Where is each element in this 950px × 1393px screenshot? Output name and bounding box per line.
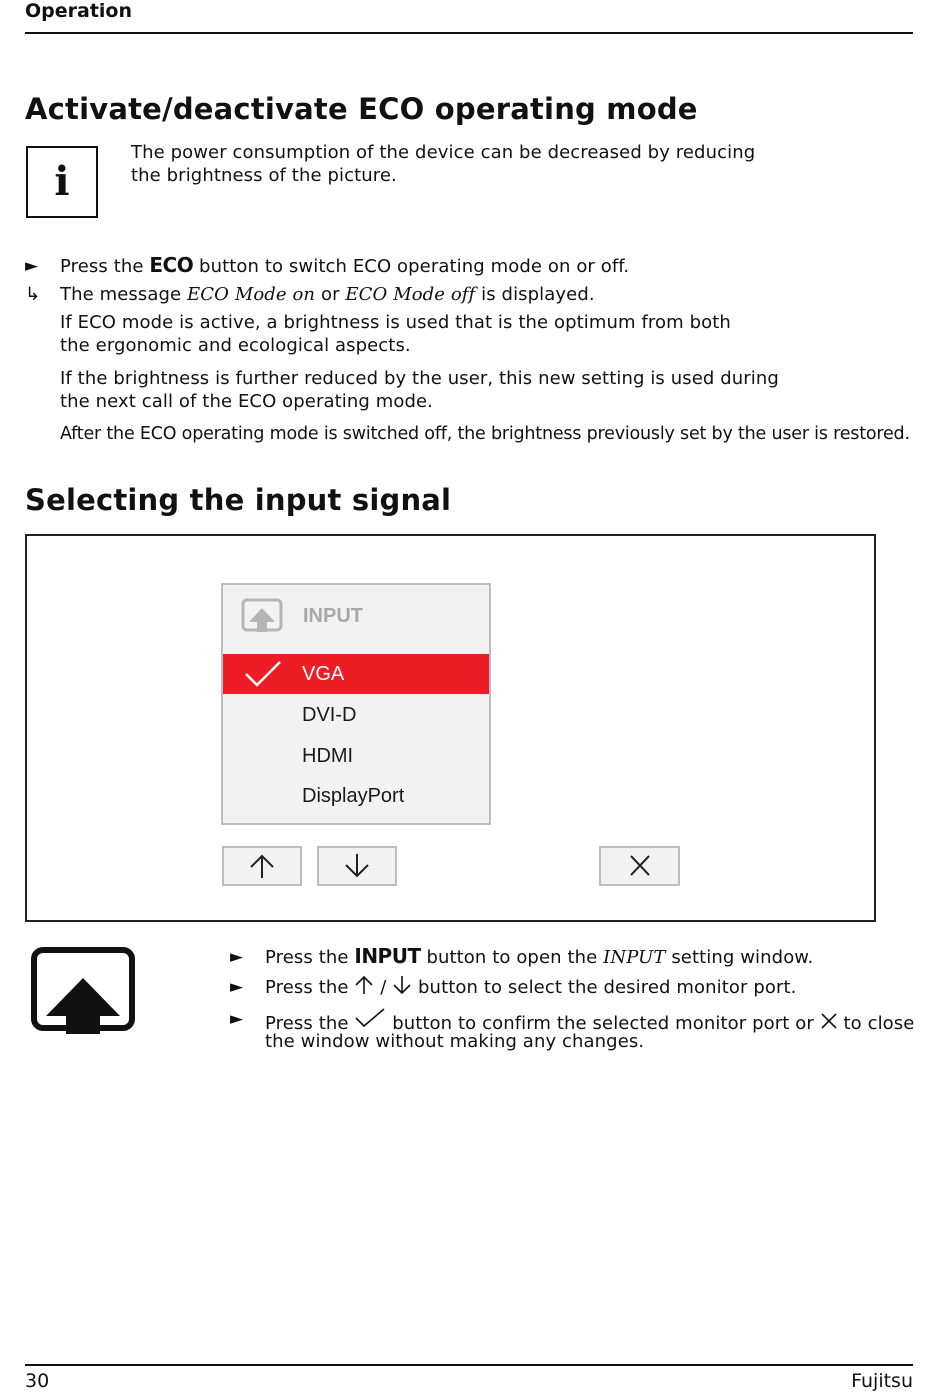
eco-section-title: Activate/deactivate ECO operating mode xyxy=(25,92,698,126)
bullet-marker: ► xyxy=(230,977,244,997)
step1-pre: Press the xyxy=(265,947,349,968)
eco-key-label: ECO xyxy=(149,253,194,277)
eco-paragraph-1 xyxy=(60,311,731,357)
eco-paragraph-3: After the ECO operating mode is switched off, the brightness previously set by the user is restored. xyxy=(60,424,910,444)
header-rule xyxy=(25,32,913,34)
arrow-up-icon xyxy=(224,848,300,884)
osd-item-hdmi[interactable] xyxy=(223,736,489,776)
input-steps xyxy=(230,945,920,1059)
input-key-label: INPUT xyxy=(354,944,421,968)
osd-input-menu xyxy=(221,583,491,825)
step3-mid: button to confirm the selected monitor port or xyxy=(392,1013,814,1034)
arrow-up-icon xyxy=(354,975,374,995)
step2-pre: Press the xyxy=(265,977,349,998)
eco-msg-on: ECO Mode on xyxy=(187,284,316,305)
osd-item-label: VGA xyxy=(302,663,345,685)
step1-post: setting window. xyxy=(671,947,814,968)
input-window-name: INPUT xyxy=(603,947,666,968)
step3-line-2: the window without making any changes. xyxy=(265,1031,645,1052)
eco-result-mid: or xyxy=(320,284,340,305)
eco-step-post: button to switch ECO operating mode on or off. xyxy=(199,256,630,277)
eco-result-pre: The message xyxy=(60,284,182,305)
input-section-title: Selecting the input signal xyxy=(25,483,452,517)
page-number: 30 xyxy=(25,1370,50,1392)
running-header: Operation xyxy=(25,0,133,22)
check-icon xyxy=(243,659,283,689)
osd-item-label: DVI-D xyxy=(302,704,357,726)
step1-mid: button to open the xyxy=(426,947,598,968)
info-note-line-2: the brightness of the picture. xyxy=(131,165,397,186)
bullet-marker: ► xyxy=(230,1009,244,1029)
eco-result xyxy=(25,283,595,306)
check-icon xyxy=(354,1007,386,1029)
info-note xyxy=(131,141,755,187)
osd-item-displayport[interactable] xyxy=(223,776,489,816)
input-step-2 xyxy=(230,975,920,1007)
arrow-down-icon xyxy=(319,848,395,884)
osd-item-label: DisplayPort xyxy=(302,785,405,807)
step3-post: to close xyxy=(843,1013,915,1034)
eco-step-pre: Press the xyxy=(60,256,144,277)
eco-paragraph-2 xyxy=(60,367,779,413)
step3-pre: Press the xyxy=(265,1013,349,1034)
eco-result-post: is displayed. xyxy=(481,284,595,305)
osd-menu-title: INPUT xyxy=(303,605,363,627)
step2-separator: / xyxy=(380,977,387,998)
eco-msg-off: ECO Mode off xyxy=(345,284,476,305)
eco-paragraph-2-line-1: If the brightness is further reduced by the user, this new setting is used during xyxy=(60,368,779,389)
osd-up-button[interactable] xyxy=(222,846,302,886)
brand-name: Fujitsu xyxy=(851,1370,913,1392)
input-source-icon xyxy=(241,598,285,634)
step2-post: button to select the desired monitor port. xyxy=(418,977,797,998)
close-x-icon xyxy=(820,1012,838,1030)
footer-rule xyxy=(25,1364,913,1366)
bullet-marker: ► xyxy=(230,947,244,967)
eco-paragraph-1-line-1: If ECO mode is active, a brightness is used that is the optimum from both xyxy=(60,312,731,333)
input-step-1 xyxy=(230,945,920,975)
arrow-down-icon xyxy=(392,975,412,995)
result-arrow-icon: ↳ xyxy=(25,284,41,305)
osd-close-button[interactable] xyxy=(599,846,680,886)
osd-item-label: HDMI xyxy=(302,745,354,767)
info-note-line-1: The power consumption of the device can be decreased by reducing xyxy=(131,142,756,163)
close-x-icon xyxy=(601,848,678,884)
eco-paragraph-2-line-2: the next call of the ECO operating mode. xyxy=(60,391,433,412)
bullet-marker: ► xyxy=(25,256,39,276)
input-button-icon xyxy=(30,946,138,1036)
info-letter: i xyxy=(54,158,70,205)
eco-paragraph-1-line-2: the ergonomic and ecological aspects. xyxy=(60,335,411,356)
input-step-3 xyxy=(230,1007,920,1059)
osd-down-button[interactable] xyxy=(317,846,397,886)
eco-step xyxy=(25,253,630,278)
info-icon xyxy=(26,146,98,218)
osd-item-vga[interactable] xyxy=(223,654,489,694)
osd-item-dvi-d[interactable] xyxy=(223,695,489,735)
